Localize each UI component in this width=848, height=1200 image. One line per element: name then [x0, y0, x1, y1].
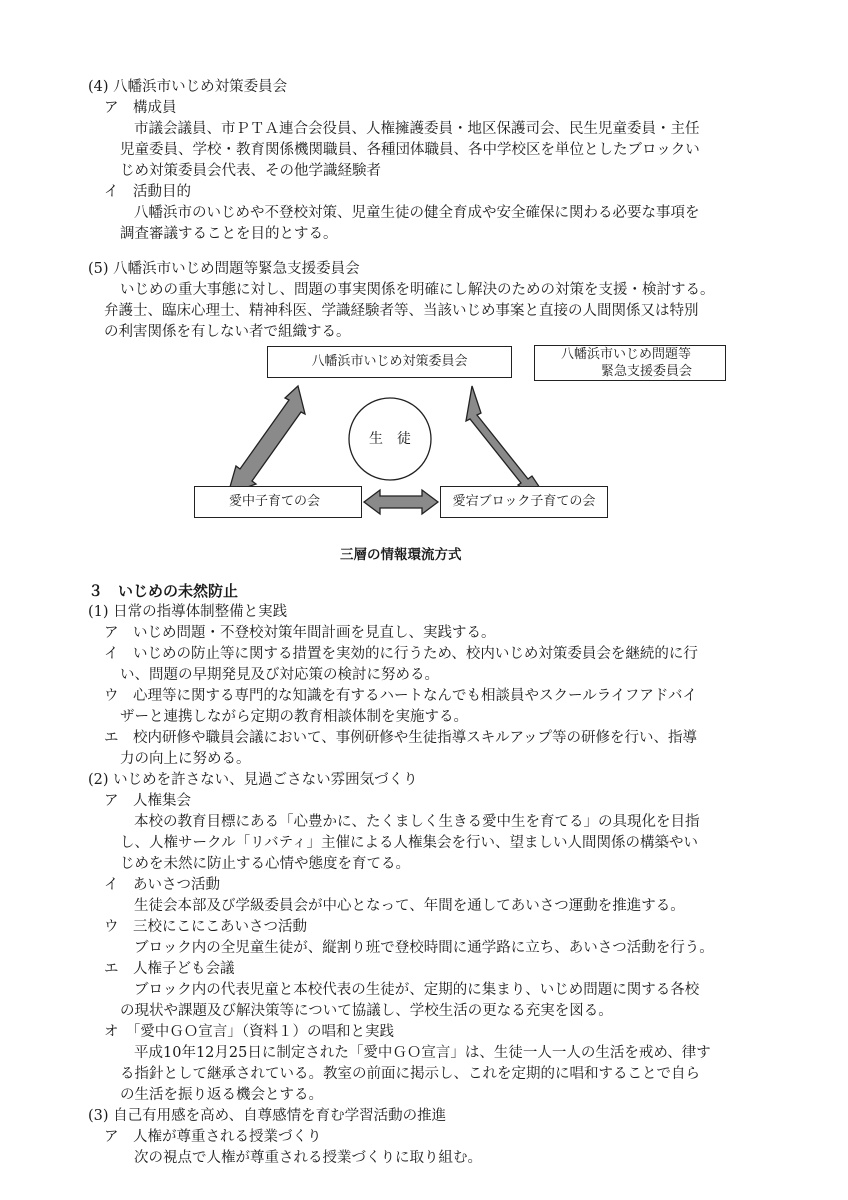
emergency-committee-box — [534, 345, 726, 381]
emergency-committee-label-line1: 八幡浜市いじめ問題等 — [561, 347, 692, 362]
subsection-1-line: ウ 心理等に関する専門的な知識を有するハートなんでも相談員やスクールライフアドバイ — [104, 688, 698, 704]
section-5-line: いじめの重大事態に対し、問題の事実関係を明確にし解決のための対策を支援・検討する。 — [120, 282, 715, 298]
section-4-a-title: ア 構成員 — [104, 100, 177, 116]
subsection-2-item-title: イ あいさつ活動 — [104, 877, 220, 893]
subsection-1-line: ザーと連携しながら定期の教育相談体制を実施する。 — [120, 709, 468, 725]
block-parenting-label: 愛宕ブロック子育ての会 — [452, 494, 596, 509]
subsection-3-item-title: ア 人権が尊重される授業づくり — [104, 1129, 322, 1145]
section-5-heading: (5) 八幡浜市いじめ問題等緊急支援委員会 — [88, 261, 360, 277]
section-4-a-line: じめ対策委員会代表、その他学識経験者 — [120, 163, 381, 179]
subsection-2-line: の生活を振り返る機会とする。 — [120, 1087, 323, 1103]
section-4-i-title: イ 活動目的 — [104, 184, 191, 200]
block-parenting-box — [440, 486, 608, 518]
school-parenting-label: 愛中子育ての会 — [229, 494, 321, 509]
subsection-2-line: し、人権サークル「リバティ」主催による人権集会を行い、望ましい人間関係の構築やい — [120, 835, 698, 851]
subsection-1-line: イ いじめの防止等に関する措置を実効的に行うため、校内いじめ対策委員会を継続的に行 — [104, 646, 698, 662]
arrow-committee-school — [228, 386, 305, 494]
subsection-1-line: ア いじめ問題・不登校対策年間計画を見直し、実践する。 — [104, 625, 496, 641]
subsection-2-item-title: オ 「愛中ＧＯ宣言」（資料１）の唱和と実践 — [104, 1024, 394, 1040]
subsection-1-line: い、問題の早期発見及び対応策の検討に努める。 — [120, 667, 439, 683]
subsection-2-line: の現状や課題及び解決策等について協議し、学校生活の更なる充実を図る。 — [120, 1003, 613, 1019]
subsection-2-line: 本校の教育目標にある「心豊かに、たくましく生きる愛中生を育てる」の具現化を目指 — [134, 814, 700, 830]
subsection-2-line: る指針として継承されている。教室の前面に掲示し、これを定期的に唱和することで自ら — [120, 1066, 700, 1082]
subsection-3-heading: (3) 自己有用感を高め、自尊感情を育む学習活動の推進 — [88, 1108, 447, 1124]
emergency-committee-label-line2: 緊急支援委員会 — [601, 364, 693, 379]
subsection-2-line: じめを未然に防止する心情や態度を育てる。 — [120, 856, 410, 872]
subsection-1-line: 力の向上に努める。 — [120, 751, 251, 767]
information-flow-diagram — [0, 0, 848, 560]
subsection-2-line: ブロック内の代表児童と本校代表の生徒が、定期的に集まり、いじめ問題に関する各校 — [134, 982, 700, 998]
subsection-2-line: 生徒会本部及び学級委員会が中心となって、年間を通してあいさつ運動を推進する。 — [134, 898, 685, 914]
arrow-school-block — [364, 490, 438, 514]
section-5-line: の利害関係を有しない者で組織する。 — [104, 324, 351, 340]
section-4-a-line: 児童委員、学校・教育関係機関職員、各種団体職員、各中学校区を単位としたブロックい — [120, 142, 700, 158]
subsection-1-line: エ 校内研修や職員会議において、事例研修や生徒指導スキルアップ等の研修を行い、指導 — [104, 730, 698, 746]
city-committee-box — [267, 346, 512, 378]
section-5-line: 弁護士、臨床心理士、精神科医、学識経験者等、当該いじめ事案と直接の人間関係又は特別 — [104, 303, 699, 319]
arrow-committee-block — [466, 386, 544, 496]
school-parenting-box — [194, 486, 362, 518]
city-committee-label: 八幡浜市いじめ対策委員会 — [311, 354, 468, 369]
subsection-2-item-title: エ 人権子ども会議 — [104, 961, 235, 977]
subsection-2-line: ブロック内の全児童生徒が、縦割り班で登校時間に通学路に立ち、あいさつ活動を行う。 — [134, 940, 714, 956]
section-3-heading: ３ いじめの未然防止 — [88, 582, 239, 600]
section-4-i-line: 調査審議することを目的とする。 — [120, 226, 338, 242]
diagram-caption: 三層の情報環流方式 — [340, 547, 462, 563]
section-4-heading: (4) 八幡浜市いじめ対策委員会 — [88, 79, 288, 95]
subsection-1-heading: (1) 日常の指導体制整備と実践 — [88, 604, 288, 620]
subsection-2-heading: (2) いじめを許さない、見過ごさない雰囲気づくり — [88, 772, 418, 788]
section-4-i-line: 八幡浜市のいじめや不登校対策、児童生徒の健全育成や安全確保に関わる必要な事項を — [134, 205, 700, 221]
section-4-a-line: 市議会議員、市ＰＴＡ連合会役員、人権擁護委員・地区保護司会、民生児童委員・主任 — [134, 121, 700, 137]
subsection-2-item-title: ア 人権集会 — [104, 793, 191, 809]
subsection-2-line: 平成10年12月25日に制定された「愛中ＧＯ宣言」は、生徒一人一人の生活を戒め、律す — [134, 1045, 711, 1061]
subsection-3-line: 次の視点で人権が尊重される授業づくりに取り組む。 — [134, 1150, 482, 1166]
student-label: 生 徒 — [369, 431, 411, 447]
subsection-2-item-title: ウ 三校にこにこあいさつ活動 — [104, 919, 307, 935]
